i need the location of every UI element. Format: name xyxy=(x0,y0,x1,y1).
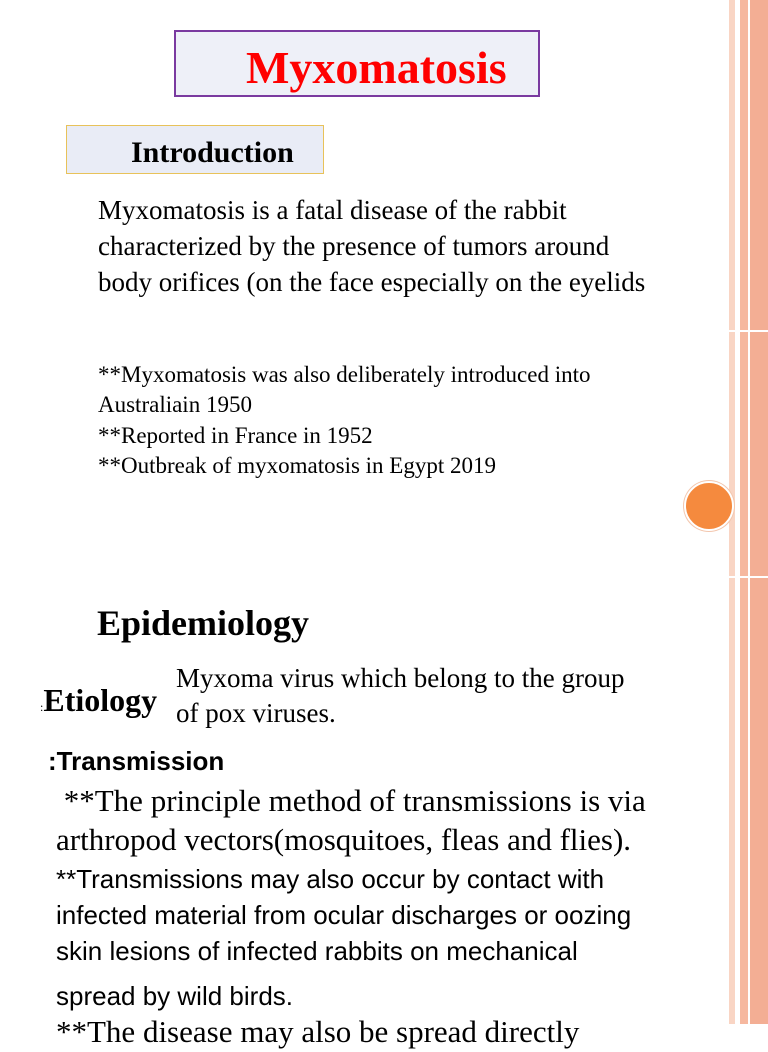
intro-note-line: **Outbreak of myxomatosis in Egypt 2019 xyxy=(98,453,496,478)
transmission-detail-line: infected material from ocular discharges or oozing xyxy=(56,900,632,930)
etiology-prefix: : xyxy=(40,700,44,714)
etiology-label-text: Etiology xyxy=(43,682,158,718)
slide-title: Myxomatosis xyxy=(246,42,507,93)
stripe-divider xyxy=(729,330,768,332)
intro-paragraph-line: characterized by the presence of tumors around xyxy=(98,231,610,261)
intro-note-line: **Reported in France in 1952 xyxy=(98,423,373,448)
intro-note-line: **Myxomatosis was also deliberately introduced into xyxy=(98,362,591,387)
cut-off-line: **The disease may also be spread directly xyxy=(56,1014,580,1049)
etiology-text-line: Myxoma virus which belong to the group xyxy=(176,663,625,693)
stripe-divider xyxy=(729,576,768,578)
transmission-main-line: arthropod vectors(mosquitoes, fleas and flies). xyxy=(56,822,632,857)
etiology-label xyxy=(40,680,157,727)
transmission-main-line: **The principle method of transmissions is via xyxy=(56,783,646,818)
accent-dot xyxy=(684,481,734,531)
transmission-detail-line: skin lesions of infected rabbits on mechanical xyxy=(56,936,578,966)
etiology-text-line: of pox viruses. xyxy=(176,698,336,728)
transmission-detail-line: **Transmissions may also occur by contact with xyxy=(56,864,605,894)
intro-note-line: Australiain 1950 xyxy=(98,392,252,417)
intro-paragraph-line: Myxomatosis is a fatal disease of the rabbit xyxy=(98,195,567,225)
decorative-stripe xyxy=(750,0,768,1024)
intro-label: Introduction xyxy=(131,136,294,169)
epidemiology-heading: Epidemiology xyxy=(97,603,310,643)
transmission-detail-line: spread by wild birds. xyxy=(56,981,293,1011)
transmission-label: :Transmission xyxy=(48,746,225,776)
intro-paragraph-line: body orifices (on the face especially on the eyelids xyxy=(98,267,646,297)
decorative-stripe xyxy=(740,0,748,1024)
